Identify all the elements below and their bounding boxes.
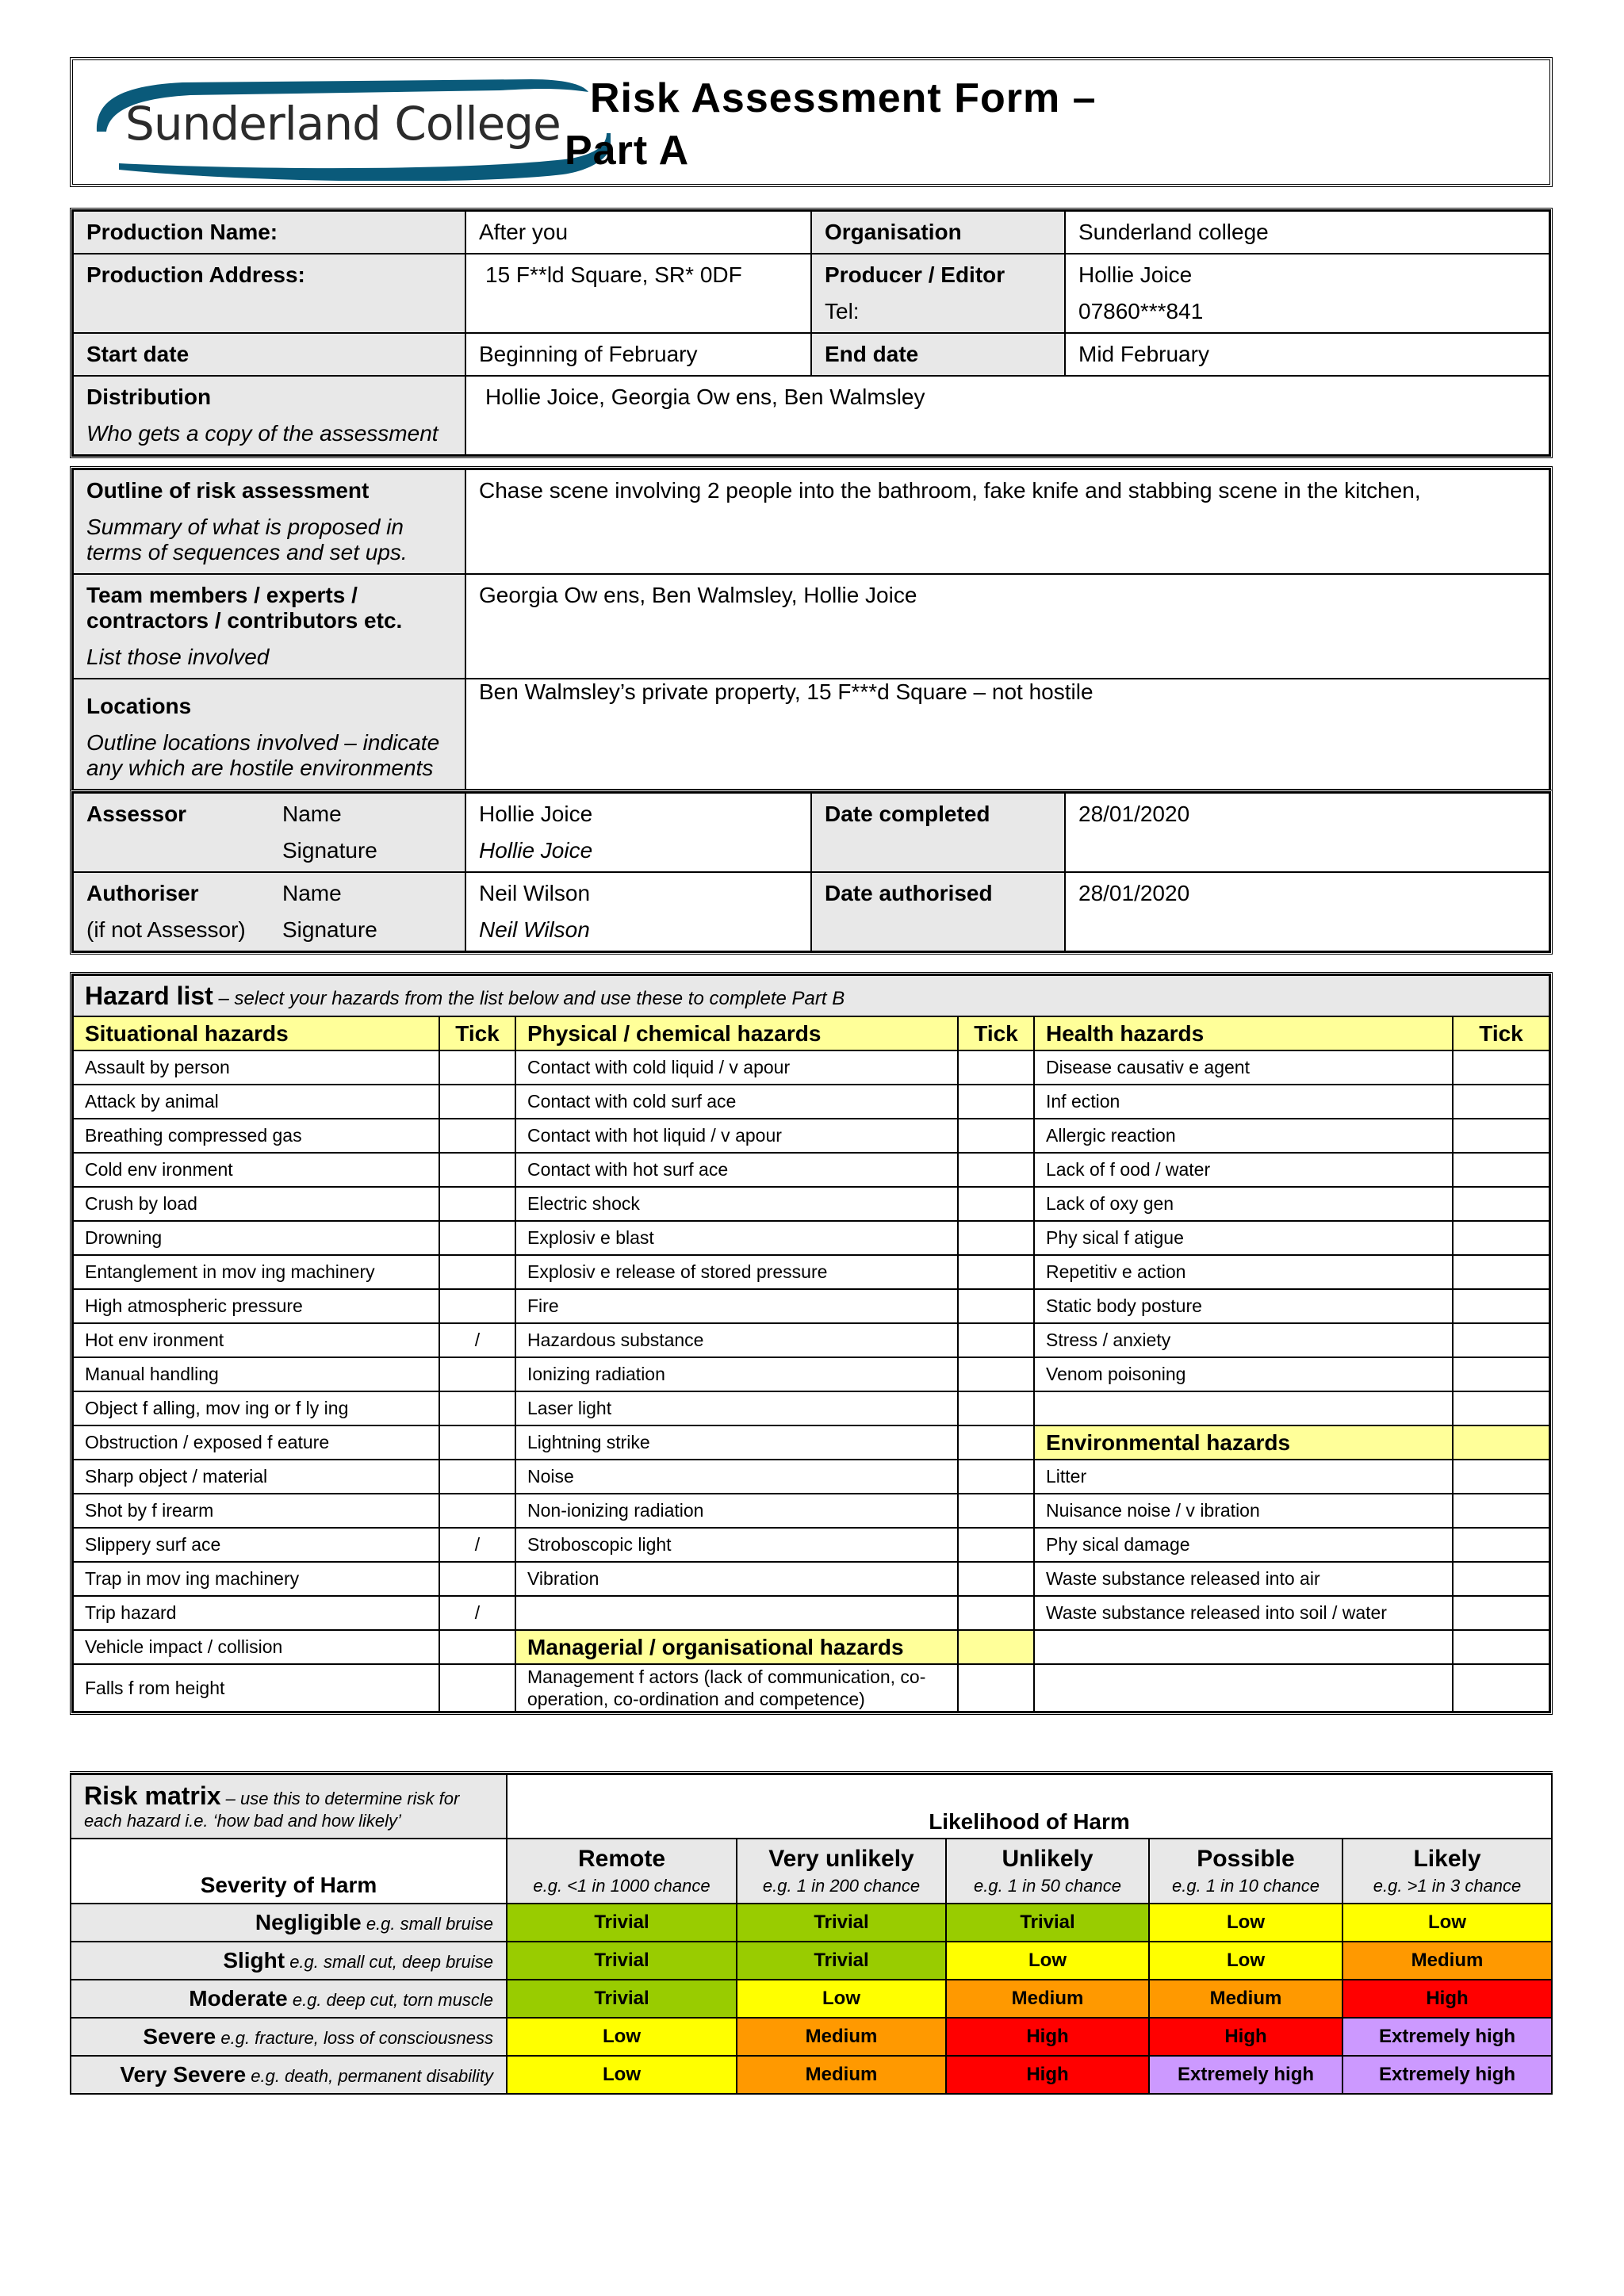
- environmental-hazard-item: Phy sical damage: [1034, 1528, 1453, 1562]
- severity-row-label: [71, 1980, 507, 2018]
- health-hazard-item: Stress / anxiety: [1034, 1323, 1453, 1357]
- assessment-outline: [70, 466, 1553, 793]
- risk-matrix-title: Risk matrix: [84, 1781, 221, 1810]
- risk-level-cell: Extremely high: [1342, 2056, 1552, 2094]
- hazard-tick-box[interactable]: [1453, 1562, 1549, 1596]
- severity-row-label: [71, 2018, 507, 2056]
- likelihood-column-header: [1149, 1839, 1342, 1904]
- likelihood-label: Likelihood of Harm: [507, 1774, 1552, 1839]
- hazard-tick-box[interactable]: [958, 1528, 1034, 1562]
- situational-hazard-item: Attack by animal: [73, 1085, 439, 1119]
- environmental-hazards-header: Environmental hazards: [1034, 1425, 1453, 1460]
- hazard-tick-box[interactable]: [439, 1119, 515, 1153]
- hazard-tick-box[interactable]: [1453, 1357, 1549, 1391]
- tel-label: Tel:: [825, 299, 860, 323]
- health-hazards-header: Health hazards: [1034, 1016, 1453, 1050]
- health-hazard-item: Venom poisoning: [1034, 1357, 1453, 1391]
- risk-level-cell: Extremely high: [1149, 2056, 1342, 2094]
- physical-hazard-item: Explosiv e release of stored pressure: [515, 1255, 958, 1289]
- hazard-tick-box[interactable]: [958, 1391, 1034, 1425]
- production-name-value: After you: [465, 211, 811, 254]
- hazard-tick-box[interactable]: [1453, 1050, 1549, 1085]
- severity-row: [71, 2056, 1552, 2094]
- hazard-row: [73, 1460, 1549, 1494]
- hazard-tick-box[interactable]: [439, 1664, 515, 1712]
- environmental-hazard-item: Litter: [1034, 1460, 1453, 1494]
- likelihood-example: e.g. >1 in 3 chance: [1373, 1876, 1522, 1896]
- situational-hazards-header: Situational hazards: [73, 1016, 439, 1050]
- empty-cell: [1453, 1391, 1549, 1425]
- risk-level-cell: Medium: [737, 2056, 946, 2094]
- hazard-tick-box[interactable]: [958, 1425, 1034, 1460]
- hazard-tick-box[interactable]: [958, 1562, 1034, 1596]
- form-title-line2: Part A: [565, 128, 690, 174]
- date-authorised-label: Date authorised: [811, 872, 1065, 951]
- hazard-tick-box[interactable]: [439, 1562, 515, 1596]
- producer-label: Producer / Editor: [825, 262, 1005, 287]
- risk-level-cell: High: [1149, 2018, 1342, 2056]
- health-hazard-item: Repetitiv e action: [1034, 1255, 1453, 1289]
- date-completed-label: Date completed: [811, 793, 1065, 872]
- severity-row-label: [71, 1942, 507, 1980]
- production-address-label: Production Address:: [73, 254, 465, 333]
- assessor-name: Hollie Joice: [479, 802, 593, 826]
- situational-hazard-item: Drowning: [73, 1221, 439, 1255]
- severity-example: e.g. death, permanent disability: [246, 2066, 493, 2086]
- outline-label: Outline of risk assessment: [86, 478, 370, 503]
- health-hazard-item: Phy sical f atigue: [1034, 1221, 1453, 1255]
- severity-name: Moderate: [189, 1986, 288, 2011]
- likelihood-example: e.g. 1 in 50 chance: [974, 1876, 1121, 1896]
- severity-example: e.g. small cut, deep bruise: [285, 1952, 493, 1972]
- health-hazard-item: Lack of f ood / water: [1034, 1153, 1453, 1187]
- risk-level-cell: Low: [507, 2018, 737, 2056]
- likelihood-example: e.g. 1 in 200 chance: [762, 1876, 921, 1896]
- hazard-tick-box[interactable]: /: [439, 1596, 515, 1630]
- hazard-row: [73, 1664, 1549, 1712]
- risk-level-cell: High: [946, 2018, 1149, 2056]
- risk-level-cell: Low: [1149, 1904, 1342, 1942]
- risk-level-cell: High: [946, 2056, 1149, 2094]
- outline-label-cell: [73, 469, 465, 574]
- likelihood-name: Remote: [577, 1846, 666, 1872]
- health-hazard-item: Allergic reaction: [1034, 1119, 1453, 1153]
- severity-name: Slight: [223, 1948, 285, 1973]
- physical-hazard-item: Contact with cold surf ace: [515, 1085, 958, 1119]
- hazard-tick-box[interactable]: [1453, 1085, 1549, 1119]
- hazard-row: [73, 1630, 1549, 1664]
- hazard-tick-box[interactable]: [439, 1050, 515, 1085]
- severity-row-label: [71, 2056, 507, 2094]
- assessor-name-word: Name: [282, 802, 342, 826]
- likelihood-name: Likely: [1413, 1846, 1481, 1872]
- outline-hint: Summary of what is proposed in terms of sequences and set ups.: [86, 515, 408, 564]
- risk-matrix-title-cell: [71, 1774, 507, 1839]
- empty-cell: [1453, 1630, 1549, 1664]
- situational-hazard-item: Cold env ironment: [73, 1153, 439, 1187]
- team-hint: List those involved: [86, 645, 270, 669]
- hazard-row: [73, 1221, 1549, 1255]
- situational-hazard-item: Sharp object / material: [73, 1460, 439, 1494]
- tick-header: Tick: [1453, 1016, 1549, 1050]
- physical-hazard-item: Noise: [515, 1460, 958, 1494]
- locations-label: Locations: [86, 694, 192, 718]
- risk-matrix: [70, 1771, 1553, 2095]
- hazard-list-title: Hazard list: [85, 981, 213, 1010]
- sunderland-college-logo: [87, 70, 611, 181]
- producer-label-cell: [811, 254, 1065, 333]
- empty-cell: [1034, 1391, 1453, 1425]
- hazard-row: [73, 1119, 1549, 1153]
- risk-level-cell: Low: [1149, 1942, 1342, 1980]
- health-hazard-item: Inf ection: [1034, 1085, 1453, 1119]
- authoriser-name: Neil Wilson: [479, 881, 591, 905]
- hazard-list: [70, 972, 1553, 1715]
- end-date-value: Mid February: [1065, 333, 1549, 376]
- physical-hazard-item: Lightning strike: [515, 1425, 958, 1460]
- physical-hazard-item: Explosiv e blast: [515, 1221, 958, 1255]
- hazard-tick-box[interactable]: [439, 1153, 515, 1187]
- distribution-label: Distribution: [86, 385, 212, 409]
- severity-name: Negligible: [255, 1910, 362, 1934]
- health-hazard-item: Disease causativ e agent: [1034, 1050, 1453, 1085]
- hazard-tick-box[interactable]: [1453, 1289, 1549, 1323]
- hazard-tick-box[interactable]: [439, 1289, 515, 1323]
- physical-hazard-item: Laser light: [515, 1391, 958, 1425]
- situational-hazard-item: Obstruction / exposed f eature: [73, 1425, 439, 1460]
- likelihood-name: Very unlikely: [768, 1846, 914, 1872]
- hazard-list-instructions: – select your hazards from the list below and use these to complete Part B: [213, 987, 845, 1009]
- likelihood-name: Unlikely: [1002, 1846, 1094, 1872]
- hazard-tick-box[interactable]: [1453, 1153, 1549, 1187]
- situational-hazard-item: Breathing compressed gas: [73, 1119, 439, 1153]
- hazard-tick-box[interactable]: /: [439, 1528, 515, 1562]
- situational-hazard-item: Shot by f irearm: [73, 1494, 439, 1528]
- situational-hazard-item: Crush by load: [73, 1187, 439, 1221]
- severity-row: [71, 2018, 1552, 2056]
- severity-example: e.g. deep cut, torn muscle: [287, 1990, 493, 2010]
- authoriser-name-word: Name: [282, 881, 342, 905]
- risk-level-cell: Medium: [1342, 1942, 1552, 1980]
- physical-hazard-item: Stroboscopic light: [515, 1528, 958, 1562]
- hazard-tick-box[interactable]: [1453, 1255, 1549, 1289]
- assessor-signature: Hollie Joice: [479, 838, 593, 863]
- tick-header-blank: [958, 1630, 1034, 1664]
- hazard-row: [73, 1050, 1549, 1085]
- hazard-tick-box[interactable]: [439, 1425, 515, 1460]
- empty-cell: [1453, 1664, 1549, 1712]
- locations-label-cell: [73, 679, 465, 790]
- likelihood-name: Possible: [1197, 1846, 1295, 1872]
- physical-hazards-header: Physical / chemical hazards: [515, 1016, 958, 1050]
- authoriser-fields-cell: [270, 872, 465, 951]
- situational-hazard-item: Falls f rom height: [73, 1664, 439, 1712]
- date-authorised-value: 28/01/2020: [1065, 872, 1549, 951]
- hazard-tick-box[interactable]: [1453, 1596, 1549, 1630]
- physical-hazard-item: Contact with cold liquid / v apour: [515, 1050, 958, 1085]
- health-hazard-item: Static body posture: [1034, 1289, 1453, 1323]
- risk-level-cell: Trivial: [507, 1904, 737, 1942]
- physical-hazard-item: Contact with hot liquid / v apour: [515, 1119, 958, 1153]
- risk-level-cell: Low: [946, 1942, 1149, 1980]
- form-header: [70, 57, 1553, 187]
- risk-level-cell: Extremely high: [1342, 2018, 1552, 2056]
- empty-cell: [958, 1596, 1034, 1630]
- hazard-row: [73, 1494, 1549, 1528]
- assessor-values-cell: [465, 793, 811, 872]
- risk-level-cell: Trivial: [946, 1904, 1149, 1942]
- team-label-cell: [73, 574, 465, 679]
- hazard-row: [73, 1357, 1549, 1391]
- hazard-tick-box[interactable]: [1453, 1323, 1549, 1357]
- situational-hazard-item: Vehicle impact / collision: [73, 1630, 439, 1664]
- locations-hint: Outline locations involved – indicate any which are hostile environments: [86, 730, 440, 780]
- situational-hazard-item: High atmospheric pressure: [73, 1289, 439, 1323]
- hazard-tick-box[interactable]: [958, 1187, 1034, 1221]
- situational-hazard-item: Entanglement in mov ing machinery: [73, 1255, 439, 1289]
- risk-level-cell: Trivial: [507, 1980, 737, 2018]
- risk-matrix-instructions: – use this to determine risk for each hazard i.e. ‘how bad and how likely’: [84, 1789, 460, 1831]
- severity-label: Severity of Harm: [71, 1839, 507, 1904]
- severity-name: Severe: [143, 2024, 216, 2049]
- risk-level-cell: Low: [507, 2056, 737, 2094]
- hazard-row: [73, 1562, 1549, 1596]
- organisation-label: Organisation: [811, 211, 1065, 254]
- logo-text: Sunderland College: [125, 97, 561, 151]
- situational-hazard-item: Assault by person: [73, 1050, 439, 1085]
- hazard-row: [73, 1528, 1549, 1562]
- physical-hazard-item: Contact with hot surf ace: [515, 1153, 958, 1187]
- situational-hazard-item: Manual handling: [73, 1357, 439, 1391]
- risk-level-cell: Medium: [737, 2018, 946, 2056]
- assessor-signoff: [70, 790, 1553, 955]
- form-title-line1: Risk Assessment Form –: [590, 75, 1097, 121]
- distribution-value: Hollie Joice, Georgia Ow ens, Ben Walmsley: [465, 376, 1549, 455]
- end-date-label: End date: [811, 333, 1065, 376]
- environmental-hazard-item: Nuisance noise / v ibration: [1034, 1494, 1453, 1528]
- hazard-tick-box[interactable]: [1453, 1460, 1549, 1494]
- hazard-tick-box[interactable]: [958, 1289, 1034, 1323]
- hazard-tick-box[interactable]: [439, 1391, 515, 1425]
- hazard-tick-box[interactable]: [1453, 1494, 1549, 1528]
- tick-header: Tick: [439, 1016, 515, 1050]
- authoriser-values-cell: [465, 872, 811, 951]
- date-completed-value: 28/01/2020: [1065, 793, 1549, 872]
- physical-hazard-item: Electric shock: [515, 1187, 958, 1221]
- risk-level-cell: Low: [1342, 1904, 1552, 1942]
- empty-cell: [1034, 1664, 1453, 1712]
- hazard-row: [73, 1289, 1549, 1323]
- authoriser-label: Authoriser: [86, 881, 199, 905]
- assessor-signature-word: Signature: [282, 838, 377, 863]
- hazard-tick-box[interactable]: [1453, 1187, 1549, 1221]
- producer-value-cell: [1065, 254, 1549, 333]
- severity-row-label: [71, 1904, 507, 1942]
- hazard-row: [73, 1153, 1549, 1187]
- assessor-fields-cell: [270, 793, 465, 872]
- hazard-tick-box[interactable]: [958, 1664, 1034, 1712]
- locations-value: Ben Walmsley’s private property, 15 F***d Square – not hostile: [465, 679, 1549, 790]
- physical-hazard-item: Fire: [515, 1289, 958, 1323]
- authoriser-hint: (if not Assessor): [86, 917, 246, 942]
- physical-hazard-item: Vibration: [515, 1562, 958, 1596]
- severity-example: e.g. small bruise: [361, 1914, 493, 1934]
- outline-value: Chase scene involving 2 people into the bathroom, fake knife and stabbing scene in the kitchen,: [465, 469, 1549, 574]
- risk-level-cell: Medium: [1149, 1980, 1342, 2018]
- likelihood-column-header: [1342, 1839, 1552, 1904]
- hazard-tick-box[interactable]: [958, 1119, 1034, 1153]
- hazard-row: [73, 1255, 1549, 1289]
- risk-level-cell: Trivial: [737, 1904, 946, 1942]
- hazard-tick-box[interactable]: [439, 1630, 515, 1664]
- likelihood-example: e.g. <1 in 1000 chance: [533, 1876, 710, 1896]
- environmental-hazard-item: Waste substance released into air: [1034, 1562, 1453, 1596]
- hazard-row: [73, 1323, 1549, 1357]
- likelihood-column-header: [507, 1839, 737, 1904]
- hazard-row: [73, 1187, 1549, 1221]
- situational-hazard-item: Hot env ironment: [73, 1323, 439, 1357]
- hazard-row: [73, 1391, 1549, 1425]
- assessor-label: Assessor: [73, 793, 270, 872]
- health-hazard-item: Lack of oxy gen: [1034, 1187, 1453, 1221]
- likelihood-column-header: [946, 1839, 1149, 1904]
- hazard-row: [73, 1425, 1549, 1460]
- situational-hazard-item: Trap in mov ing machinery: [73, 1562, 439, 1596]
- likelihood-example: e.g. 1 in 10 chance: [1172, 1876, 1320, 1896]
- physical-hazard-item: Ionizing radiation: [515, 1357, 958, 1391]
- hazard-row: [73, 1085, 1549, 1119]
- severity-example: e.g. fracture, loss of consciousness: [216, 2028, 493, 2048]
- physical-hazard-item: Hazardous substance: [515, 1323, 958, 1357]
- producer-value: Hollie Joice: [1078, 262, 1193, 287]
- hazard-tick-box[interactable]: [439, 1085, 515, 1119]
- physical-hazard-item: Non-ionizing radiation: [515, 1494, 958, 1528]
- hazard-tick-box[interactable]: [958, 1460, 1034, 1494]
- hazard-tick-box[interactable]: [958, 1255, 1034, 1289]
- environmental-hazard-item: Waste substance released into soil / water: [1034, 1596, 1453, 1630]
- hazard-list-title-cell: [73, 975, 1549, 1016]
- production-name-label: Production Name:: [73, 211, 465, 254]
- tick-header: Tick: [958, 1016, 1034, 1050]
- tick-header-blank: [1453, 1425, 1549, 1460]
- likelihood-column-header: [737, 1839, 946, 1904]
- severity-name: Very Severe: [120, 2062, 247, 2087]
- authoriser-signature-word: Signature: [282, 917, 377, 942]
- managerial-hazard-item: Management f actors (lack of communication, co-operation, co-ordination and competence): [515, 1664, 958, 1712]
- hazard-tick-box[interactable]: [439, 1357, 515, 1391]
- hazard-tick-box[interactable]: [1453, 1528, 1549, 1562]
- risk-level-cell: Low: [737, 1980, 946, 2018]
- risk-level-cell: Trivial: [737, 1942, 946, 1980]
- hazard-tick-box[interactable]: [958, 1221, 1034, 1255]
- authoriser-label-cell: [73, 872, 270, 951]
- hazard-tick-box[interactable]: [1453, 1119, 1549, 1153]
- hazard-tick-box[interactable]: /: [439, 1323, 515, 1357]
- empty-cell: [515, 1596, 958, 1630]
- hazard-row: [73, 1596, 1549, 1630]
- hazard-tick-box[interactable]: [958, 1153, 1034, 1187]
- hazard-tick-box[interactable]: [958, 1357, 1034, 1391]
- situational-hazard-item: Object f alling, mov ing or f ly ing: [73, 1391, 439, 1425]
- severity-row: [71, 1904, 1552, 1942]
- tel-value: 07860***841: [1078, 299, 1204, 323]
- risk-level-cell: Trivial: [507, 1942, 737, 1980]
- hazard-tick-box[interactable]: [958, 1323, 1034, 1357]
- production-address-value: 15 F**ld Square, SR* 0DF: [465, 254, 811, 333]
- situational-hazard-item: Trip hazard: [73, 1596, 439, 1630]
- hazard-tick-box[interactable]: [439, 1494, 515, 1528]
- team-label: Team members / experts / contractors / contributors etc.: [86, 583, 403, 633]
- risk-level-cell: High: [1342, 1980, 1552, 2018]
- distribution-label-cell: [73, 376, 465, 455]
- severity-row: [71, 1942, 1552, 1980]
- risk-level-cell: Medium: [946, 1980, 1149, 2018]
- production-details: [70, 208, 1553, 458]
- hazard-tick-box[interactable]: [958, 1494, 1034, 1528]
- start-date-value: Beginning of February: [465, 333, 811, 376]
- distribution-hint: Who gets a copy of the assessment: [86, 421, 439, 446]
- hazard-tick-box[interactable]: [439, 1255, 515, 1289]
- severity-row: [71, 1980, 1552, 2018]
- empty-cell: [1034, 1630, 1453, 1664]
- authoriser-signature: Neil Wilson: [479, 917, 590, 942]
- managerial-hazards-header: Managerial / organisational hazards: [515, 1630, 958, 1664]
- hazard-tick-box[interactable]: [1453, 1221, 1549, 1255]
- hazard-tick-box[interactable]: [439, 1460, 515, 1494]
- hazard-tick-box[interactable]: [958, 1050, 1034, 1085]
- hazard-tick-box[interactable]: [958, 1085, 1034, 1119]
- situational-hazard-item: Slippery surf ace: [73, 1528, 439, 1562]
- organisation-value: Sunderland college: [1065, 211, 1549, 254]
- hazard-tick-box[interactable]: [439, 1187, 515, 1221]
- start-date-label: Start date: [73, 333, 465, 376]
- hazard-tick-box[interactable]: [439, 1221, 515, 1255]
- team-value: Georgia Ow ens, Ben Walmsley, Hollie Joice: [465, 574, 1549, 679]
